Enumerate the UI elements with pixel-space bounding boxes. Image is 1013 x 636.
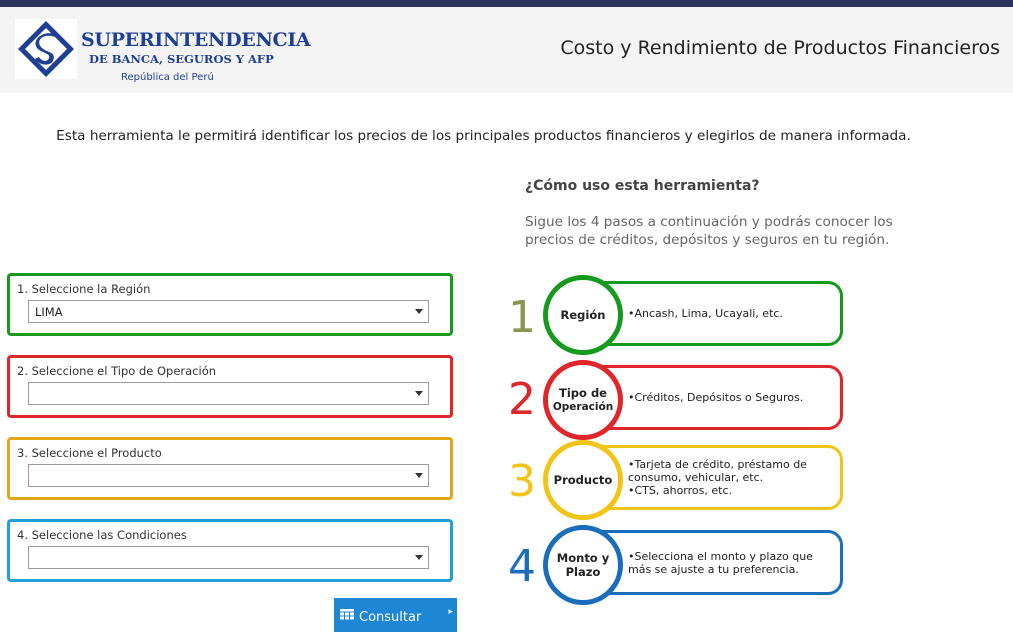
consultar-button[interactable] <box>334 598 457 632</box>
guide-step-pill-region <box>585 281 843 346</box>
page-header <box>0 7 1013 93</box>
guide-step-name: Tipo de <box>559 386 607 400</box>
guide-step-pill-operation <box>585 365 843 430</box>
product-step-box <box>7 437 453 500</box>
page-title: Costo y Rendimiento de Productos Financieros <box>560 37 1000 59</box>
guide-step-name-line2: Plazo <box>565 565 601 579</box>
guide-step-pill-product <box>585 445 843 510</box>
guide-step-bullet: •Tarjeta de crédito, préstamo de consumo, vehicular, etc. <box>628 458 807 484</box>
guide-step-bullet: •Selecciona el monto y plazo que más se ajuste a tu preferencia. <box>628 549 813 576</box>
guide-step-number: 4 <box>508 541 536 592</box>
sbs-logo-icon <box>15 19 77 79</box>
chevron-down-icon <box>415 555 423 560</box>
region-select-value: LIMA <box>35 305 63 319</box>
guide-step-name-line2: Operación <box>552 401 614 413</box>
operation-type-step-box <box>7 355 453 418</box>
guide-step-bullet: •Ancash, Lima, Ucayali, etc. <box>628 307 783 320</box>
conditions-step-box <box>7 519 453 582</box>
region-label: 1. Seleccione la Región <box>17 282 151 296</box>
chevron-down-icon <box>415 473 423 478</box>
guide-step-bullets <box>628 533 838 592</box>
product-select[interactable] <box>28 464 429 487</box>
logo-country: República del Perú <box>121 72 214 83</box>
guide-step-name: Región <box>560 308 606 322</box>
guide-step-circle-region <box>543 275 623 355</box>
guide-step-name: Producto <box>553 473 613 487</box>
guide-step-number: 1 <box>508 292 536 343</box>
guide-step-name: Monto y <box>556 551 610 565</box>
conditions-select[interactable] <box>28 546 429 569</box>
sbs-logo[interactable] <box>15 19 311 93</box>
conditions-label: 4. Seleccione las Condiciones <box>17 528 187 542</box>
region-step-box <box>7 273 453 336</box>
chevron-down-icon <box>415 309 423 314</box>
product-label: 3. Seleccione el Producto <box>17 446 162 460</box>
logo-subtitle: DE BANCA, SEGUROS Y AFP <box>89 52 274 66</box>
guide-step-circle-product <box>543 440 623 520</box>
guide-step-bullet: •CTS, ahorros, etc. <box>628 484 732 497</box>
guide-step-circle-operation <box>543 360 623 440</box>
guide-description: Sigue los 4 pasos a continuación y podrás conocer los precios de créditos, depósitos y seguros en tu región. <box>525 214 893 248</box>
guide-step-bullets <box>628 448 838 507</box>
chevron-right-icon: ▸ <box>448 607 453 617</box>
region-select[interactable] <box>28 300 429 323</box>
table-icon <box>340 609 354 620</box>
top-accent-bar <box>0 0 1013 7</box>
guide-step-number: 3 <box>508 456 536 507</box>
operation-type-select[interactable] <box>28 382 429 405</box>
guide-step-pill-amount <box>585 530 843 595</box>
chevron-down-icon <box>415 391 423 396</box>
logo-title: SUPERINTENDENCIA <box>81 29 311 51</box>
operation-type-label: 2. Seleccione el Tipo de Operación <box>17 364 217 378</box>
intro-text: Esta herramienta le permitirá identificar los precios de los principales productos financieros y elegirlos de manera informada. <box>56 128 911 144</box>
guide-step-number: 2 <box>508 374 536 425</box>
consultar-button-label: Consultar <box>359 610 422 625</box>
guide-title: ¿Cómo uso esta herramienta? <box>525 178 760 194</box>
guide-step-circle-amount <box>543 525 623 605</box>
guide-step-bullets <box>628 368 838 427</box>
guide-step-bullet: •Créditos, Depósitos o Seguros. <box>628 391 804 404</box>
guide-step-bullets <box>628 284 838 343</box>
